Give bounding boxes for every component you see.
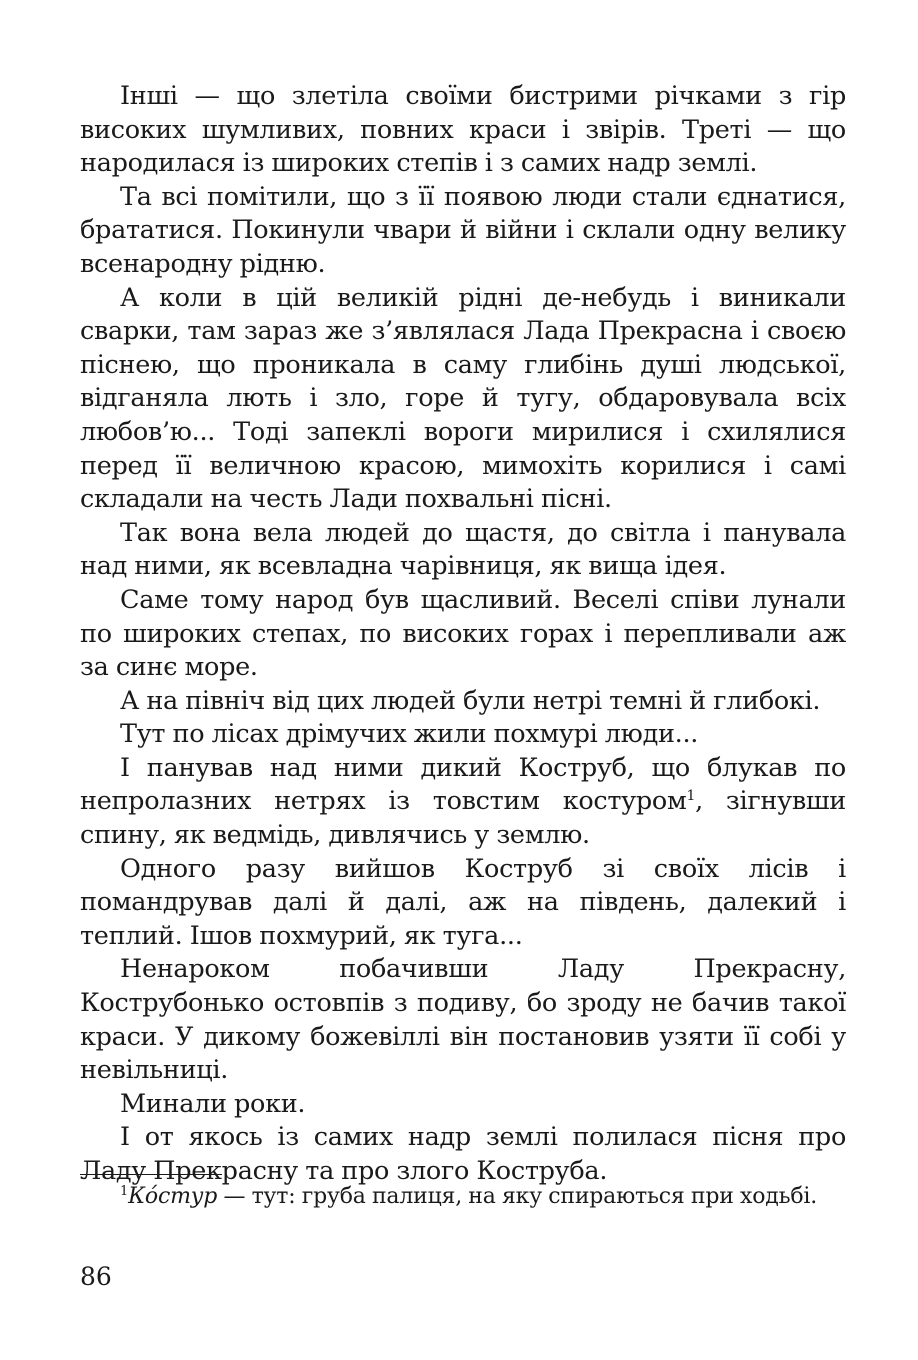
paragraph-8-text-after: , зігнувши спину, як ведмідь, дивлячись у землю. xyxy=(80,786,846,851)
paragraph-10: Ненароком побачивши Ладу Прекрасну, Кострубонько остовпів з подиву, бо зроду не бачив такої краси. У дикому божевіллі він постановив узяти її собі у невільниці. xyxy=(80,954,846,1086)
paragraph-8 xyxy=(80,752,846,853)
paragraph-1: Інші — що злетіла своїми бистрими річками з гір високих шумливих, повних краси і звірів. Треті — що народилася із широких степів і з самих надр землі. xyxy=(80,81,846,179)
footnote-definition: — тут: груба палиця, на яку спираються при ходьбі. xyxy=(217,1184,818,1209)
paragraph-6: А на північ від цих людей були нетрі темні й глибокі. xyxy=(120,685,821,716)
footnote-divider xyxy=(80,1174,222,1175)
paragraph-2: Та всі помітили, що з її появою люди стали єднатися, брататися. Покинули чвари й війни і склали одну велику всенародну рідню. xyxy=(80,181,846,279)
footnote-reference[interactable]: 1 xyxy=(686,788,696,805)
page-number: 86 xyxy=(80,1262,112,1291)
main-text xyxy=(80,80,846,1189)
paragraph-4: Так вона вела людей до щастя, до світла і панувала над ними, як всевладна чарівниця, як вища ідея. xyxy=(80,517,846,582)
paragraph-8-text-before: І панував над ними дикий Коструб, що блукав по непролазних нетрях із товстим костуром xyxy=(80,752,846,817)
footnote-marker: 1 xyxy=(120,1184,129,1199)
book-page xyxy=(80,80,846,1189)
paragraph-7: Тут по лісах дрімучих жили похмурі люди... xyxy=(120,719,699,750)
footnote-term: Ко́стур xyxy=(128,1184,218,1209)
paragraph-9: Одного разу вийшов Коструб зі своїх лісів і помандрував далі й далі, аж на південь, далекий і теплий. Ішов похмурий, як туга... xyxy=(80,853,846,951)
paragraph-11: Минали роки. xyxy=(120,1088,306,1119)
footnote xyxy=(80,1182,846,1211)
paragraph-12: І от якось із самих надр землі полилася пісня про Ладу Прекрасну та про злого Коструба. xyxy=(80,1122,846,1186)
paragraph-3: А коли в цій великій рідні де-небудь і виникали сварки, там зараз же з’являлася Лада Прекрасна і своєю піснею, що проникала в саму глибінь душі людської, відганяла лють і зло, горе й тугу, обдаровувала всіх любов’ю... Тоді запеклі вороги мирилися і схилялися перед її величною красою, мимохіть корилися і самі складали на честь Лади похвальні пісні. xyxy=(80,282,846,515)
paragraph-5: Саме тому народ був щасливий. Веселі співи лунали по широких степах, по високих горах і перепливали аж за синє море. xyxy=(80,584,846,683)
